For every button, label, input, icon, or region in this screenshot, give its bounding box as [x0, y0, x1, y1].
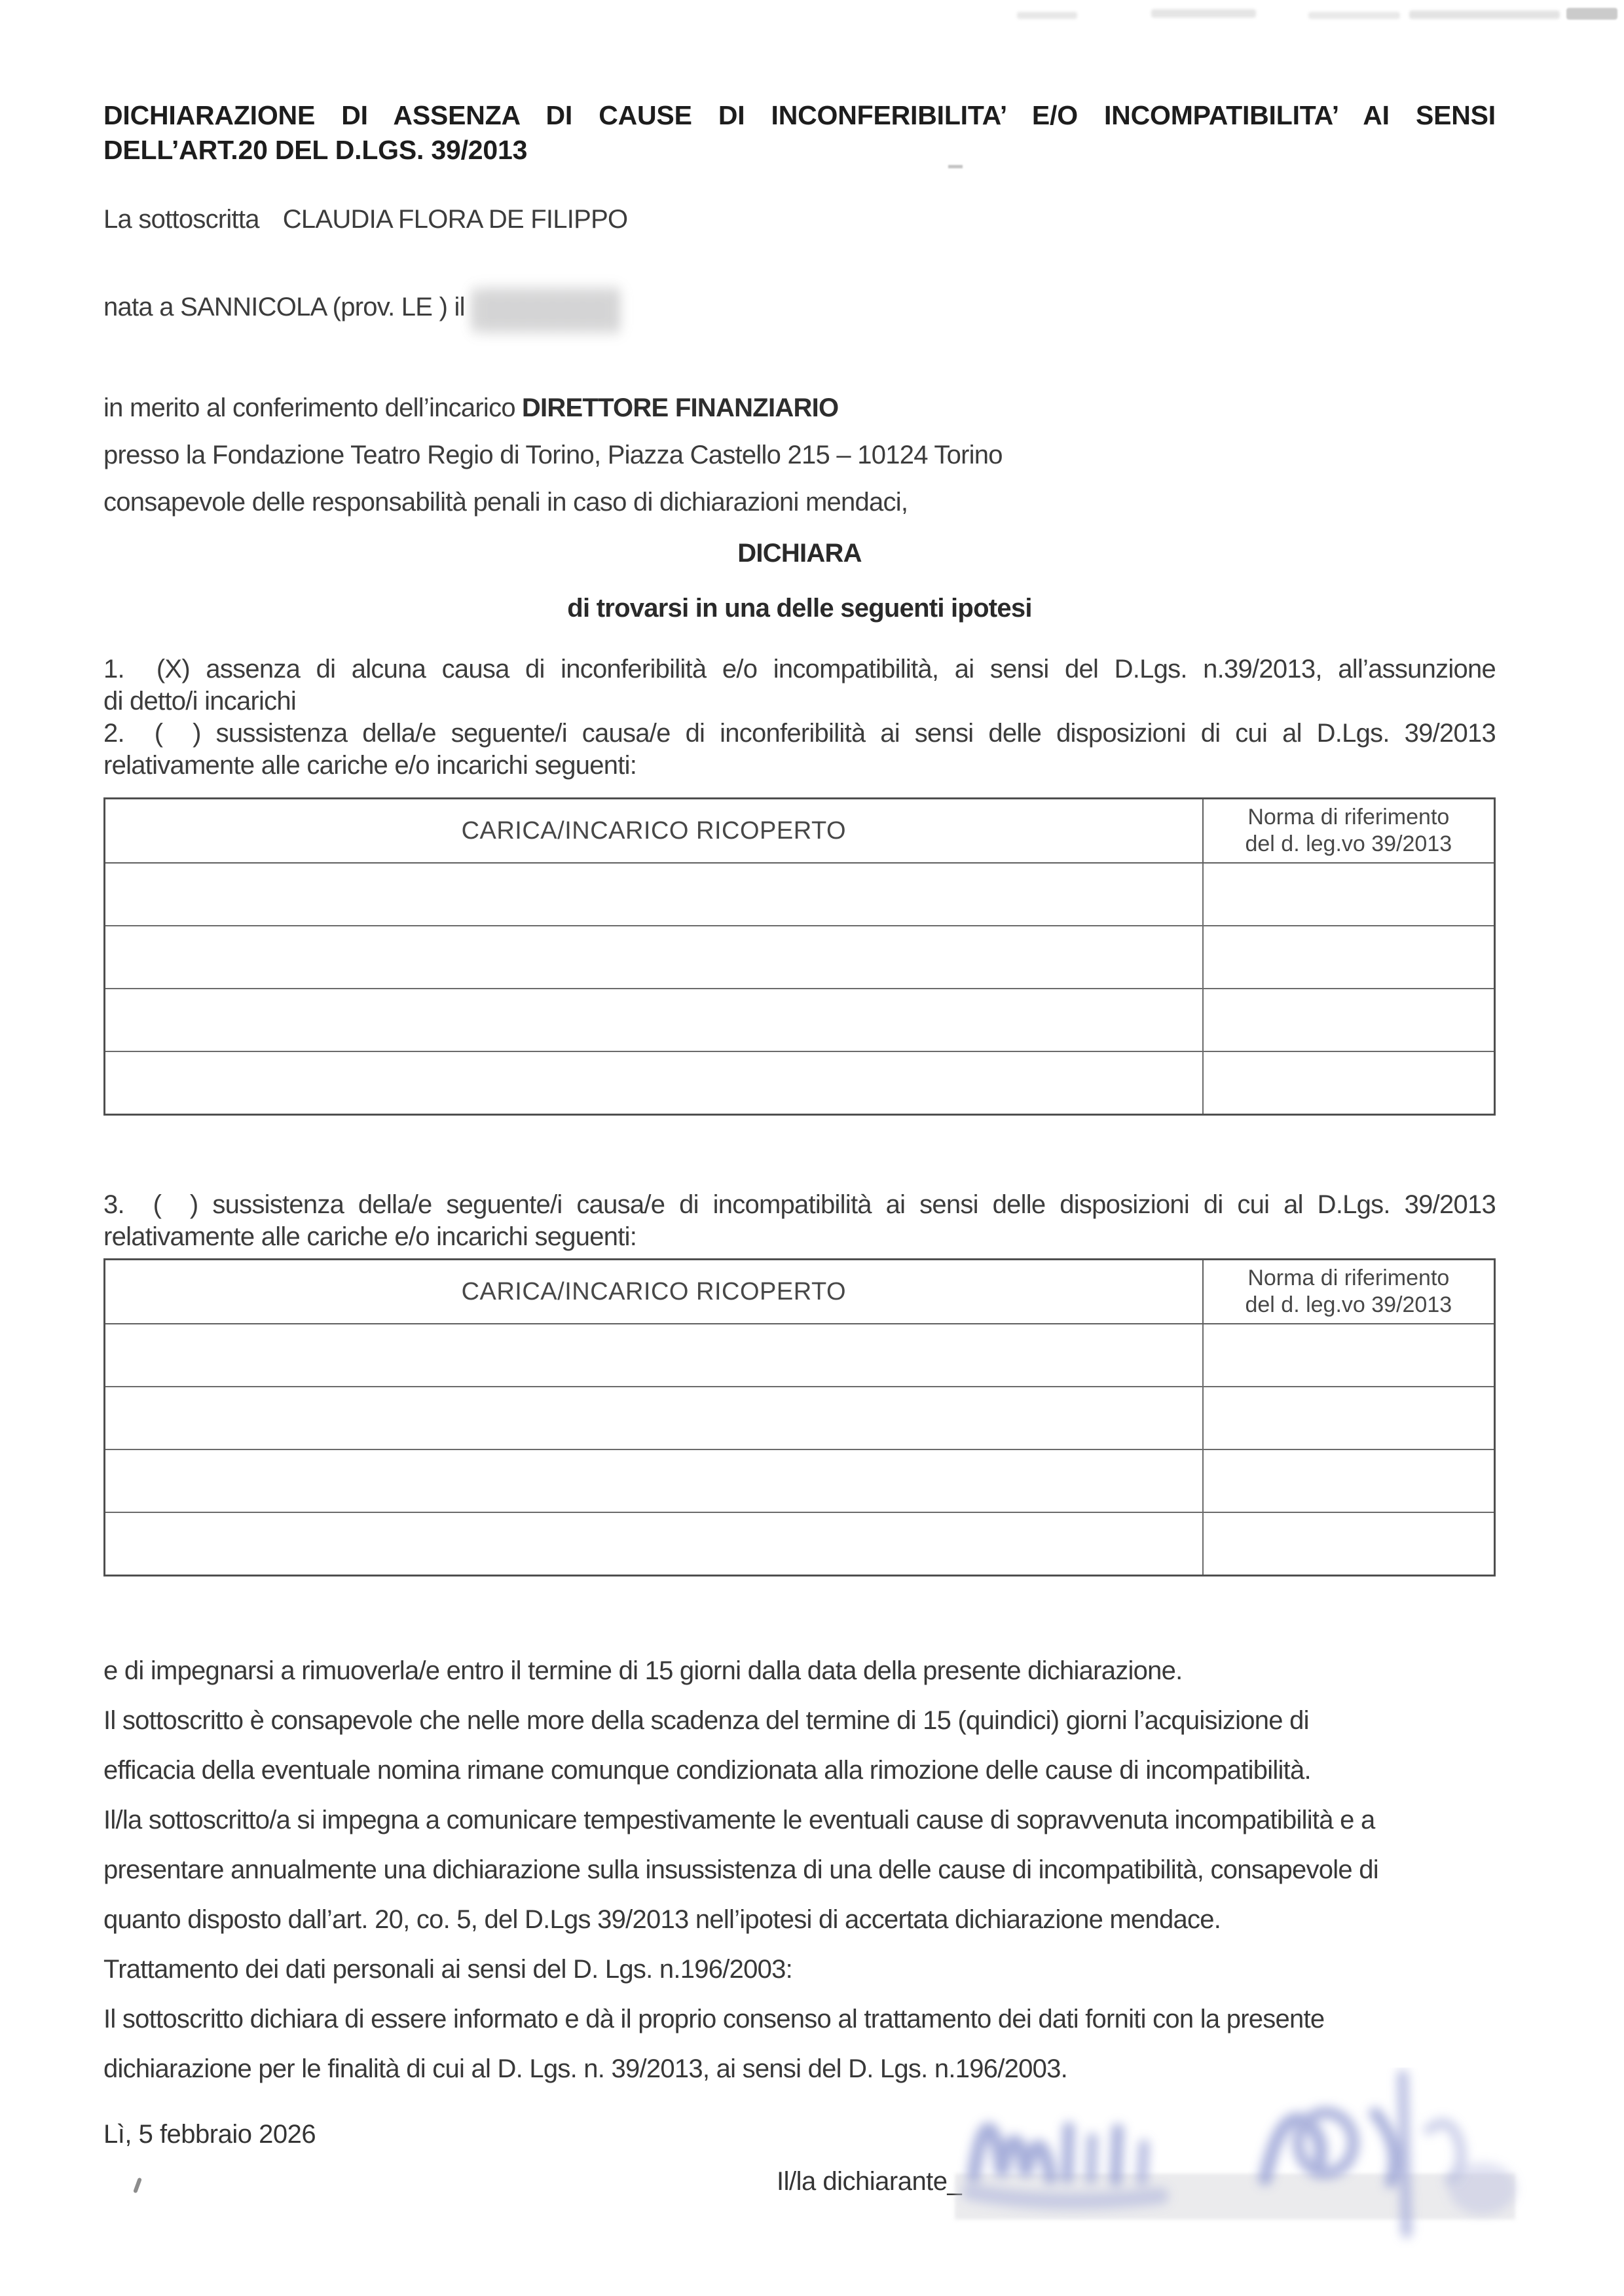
closing-line: dichiarazione per le finalità di cui al D. Lgs. n. 39/2013, ai sensi del D. Lgs. n.196/2003. — [103, 2054, 1067, 2083]
closing-line: e di impegnarsi a rimuoverla/e entro il termine di 15 giorni dalla data della presente dichiarazione. — [103, 1656, 1183, 1685]
assignment-line — [103, 392, 1496, 424]
closing-line: Il/la sottoscritto/a si impegna a comunicare tempestivamente le eventuali cause di sopravvenuta incompatibilità e a — [103, 1806, 1375, 1834]
option-3-line1: 3. ( ) sussistenza della/e seguente/i causa/e di incompatibilità ai sensi delle disposizioni di cui al D.Lgs. 39/2013 — [103, 1190, 1496, 1219]
assignment-prefix: in merito al conferimento dell’incarico — [103, 393, 515, 422]
table-row — [105, 1051, 1495, 1115]
document-body — [103, 98, 1496, 2290]
document-title-line2: DELL’ART.20 DEL D.LGS. 39/2013 — [103, 135, 528, 165]
table-row — [105, 926, 1495, 989]
incompatibilita-table — [103, 1258, 1496, 1576]
closing-paragraphs — [103, 1646, 1496, 2094]
empty-cell — [105, 989, 1203, 1051]
table-row — [105, 1512, 1495, 1576]
empty-cell — [105, 926, 1203, 989]
option-2-line1: 2. ( ) sussistenza della/e seguente/i causa/e di inconferibilità ai sensi delle disposizioni di cui al D.Lgs. 39/2013 — [103, 719, 1496, 748]
empty-cell — [1203, 989, 1495, 1051]
signature-label: Il/la dichiarante_ — [777, 2167, 962, 2196]
empty-cell — [1203, 1512, 1495, 1576]
empty-cell — [105, 1051, 1203, 1115]
table-header-norma-line2: del d. leg.vo 39/2013 — [1245, 1292, 1452, 1317]
option-3-line2: relativamente alle cariche e/o incarichi seguenti: — [103, 1222, 637, 1251]
table-row — [105, 1324, 1495, 1387]
option-1-line2: di detto/i incarichi — [103, 687, 297, 716]
inconferibilita-table — [103, 797, 1496, 1116]
options-list — [103, 653, 1496, 782]
scan-smudge — [1151, 9, 1256, 18]
scan-smudge — [1308, 12, 1400, 19]
table-row — [105, 863, 1495, 926]
table-row — [105, 989, 1495, 1051]
empty-cell — [105, 1449, 1203, 1512]
closing-line: Trattamento dei dati personali ai sensi del D. Lgs. n.196/2003: — [103, 1955, 792, 1984]
scan-smudge — [1409, 10, 1560, 19]
ipotesi-heading: di trovarsi in una delle seguenti ipotesi — [567, 594, 1032, 623]
date-line: Lì, 5 febbraio 2026 — [103, 2120, 316, 2149]
table-header-norma-line1: Norma di riferimento — [1247, 805, 1450, 829]
declarant-name: CLAUDIA FLORA DE FILIPPO — [282, 205, 628, 234]
option-3 — [103, 1189, 1496, 1253]
table-header-carica: CARICA/INCARICO RICOPERTO — [105, 1260, 1203, 1324]
dichiara-heading: DICHIARA — [737, 539, 862, 568]
document-title-line1: DICHIARAZIONE DI ASSENZA DI CAUSE DI INCONFERIBILITA’ E/O INCOMPATIBILITA’ AI SENSI — [103, 100, 1496, 130]
empty-cell — [105, 1324, 1203, 1387]
document-title — [103, 98, 1496, 168]
table-header-norma — [1203, 1260, 1495, 1324]
scan-smudge — [1566, 8, 1617, 20]
closing-line: Il sottoscritto è consapevole che nelle more della scadenza del termine di 15 (quindici) giorni l’acquisizione di — [103, 1706, 1309, 1735]
birth-line-text: nata a SANNICOLA (prov. LE ) il — [103, 293, 465, 321]
responsibility-line: consapevole delle responsabilità penali in caso di dichiarazioni mendaci, — [103, 488, 908, 517]
pen-tick-mark — [133, 2178, 142, 2194]
closing-line: presentare annualmente una dichiarazione sulla insussistenza di una delle cause di incompatibilità, consapevole di — [103, 1855, 1378, 1884]
closing-line: Il sottoscritto dichiara di essere informato e dà il proprio consenso al trattamento dei dati forniti con la presente — [103, 2005, 1325, 2033]
closing-line: efficacia della eventuale nomina rimane comunque condizionata alla rimozione delle cause di incompatibilità. — [103, 1756, 1311, 1785]
birth-line — [103, 291, 1496, 323]
empty-cell — [105, 1387, 1203, 1449]
option-1-line1: 1. (X) assenza di alcuna causa di inconferibilità e/o incompatibilità, ai sensi del D.Lgs. n.39/2013, all’assunzione — [103, 655, 1496, 683]
empty-cell — [105, 863, 1203, 926]
table-header-norma-line1: Norma di riferimento — [1247, 1266, 1450, 1290]
table-header-row — [105, 1260, 1495, 1324]
signature-ink-strokes — [951, 2068, 1534, 2257]
table-header-norma — [1203, 799, 1495, 864]
empty-cell — [1203, 1387, 1495, 1449]
empty-cell — [105, 1512, 1203, 1576]
empty-cell — [1203, 926, 1495, 989]
option-2-line2: relativamente alle cariche e/o incarichi seguenti: — [103, 751, 637, 780]
table-header-norma-line2: del d. leg.vo 39/2013 — [1245, 831, 1452, 856]
signature-redaction-blur — [951, 2068, 1534, 2257]
birth-date-redaction-blur — [474, 288, 621, 333]
table-row — [105, 1387, 1495, 1449]
empty-cell — [1203, 1324, 1495, 1387]
table-header-row — [105, 799, 1495, 864]
table-row — [105, 1449, 1495, 1512]
assignment-role: DIRETTORE FINANZIARIO — [521, 393, 839, 422]
closing-line: quanto disposto dall’art. 20, co. 5, del D.Lgs 39/2013 nell’ipotesi di accertata dichiarazione mendace. — [103, 1905, 1221, 1934]
scan-smudge — [1017, 12, 1077, 19]
empty-cell — [1203, 1051, 1495, 1115]
declarant-intro-label: La sottoscritta — [103, 205, 259, 234]
declarant-line — [103, 203, 1496, 236]
organization-line: presso la Fondazione Teatro Regio di Torino, Piazza Castello 215 – 10124 Torino — [103, 441, 1003, 469]
table-header-carica: CARICA/INCARICO RICOPERTO — [105, 799, 1203, 864]
empty-cell — [1203, 1449, 1495, 1512]
empty-cell — [1203, 863, 1495, 926]
